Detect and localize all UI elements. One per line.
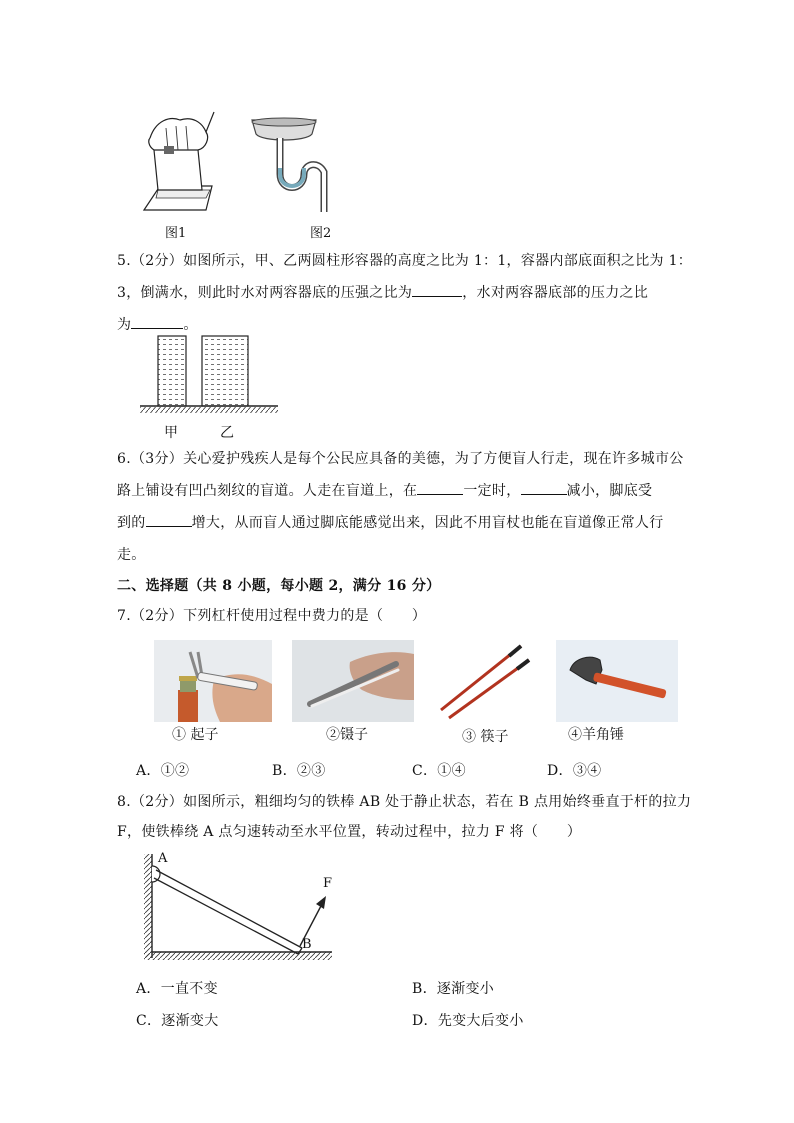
q7-option-a[interactable]: A．①② [136, 763, 190, 779]
q5-line-3 [117, 314, 198, 334]
q5-line-2-text-a: 3，倒满水，则此时水对两容器底的压强之比为 [117, 285, 413, 301]
q7-caption-3: ③ 筷子 [462, 729, 509, 745]
figure-1-cup-card [140, 98, 224, 216]
q8-option-a[interactable]: A．一直不变 [136, 981, 218, 997]
q7-image-tweezers [292, 640, 414, 722]
figure-2-caption: 图2 [310, 226, 332, 241]
q5-line-3-text-a: 为 [117, 317, 132, 333]
figure-1-caption: 图1 [165, 226, 187, 241]
q6-line-3-text-b: 增大，从而盲人通过脚底能感觉出来，因此不用盲杖也能在盲道像正常人行 [191, 515, 664, 531]
q6-blank-2[interactable] [521, 480, 567, 495]
q6-line-3-text-a: 到的 [117, 515, 146, 531]
q7-caption-4: ④羊角锤 [568, 727, 624, 743]
section-2-title: 二、选择题（共 8 小题，每小题 2，满分 16 分） [117, 578, 441, 594]
q8-line-1: 8.（2分）如图所示，粗细均匀的铁棒 AB 处于静止状态，若在 B 点用始终垂直于杆的拉力 [117, 794, 692, 810]
q6-blank-1[interactable] [417, 480, 463, 495]
q6-line-2 [117, 480, 652, 500]
q5-line-2-text-b: ，水对两容器底部的压力之比 [462, 285, 649, 301]
q7-image-chopsticks [435, 640, 535, 722]
q7-option-d[interactable]: D．③④ [547, 763, 602, 779]
q8-label-b: B [302, 937, 312, 952]
q6-line-2-text-c: 减小，脚底受 [566, 483, 653, 499]
q5-label-yi: 乙 [220, 425, 234, 441]
q5-line-1: 5.（2分）如图所示，甲、乙两圆柱形容器的高度之比为 1：1，容器内部底面积之比为 1： [117, 253, 693, 269]
q5-line-3-text-b: 。 [183, 317, 198, 333]
q5-blank-force-ratio[interactable] [131, 314, 183, 329]
q6-line-3 [117, 512, 664, 532]
q6-line-1: 6.（3分）关心爱护残疾人是每个公民应具备的美德，为了方便盲人行走，现在许多城市公 [117, 451, 684, 467]
q5-containers-figure [138, 332, 284, 416]
q5-label-jia: 甲 [164, 425, 178, 441]
q8-label-a: A [158, 851, 168, 866]
q8-option-c[interactable]: C．逐渐变大 [136, 1013, 219, 1029]
q7-image-claw-hammer [556, 640, 678, 722]
q8-option-d[interactable]: D．先变大后变小 [412, 1013, 524, 1029]
q8-line-2: F，使铁棒绕 A 点匀速转动至水平位置，转动过程中，拉力 F 将（ ） [117, 824, 582, 840]
figure-2-sink-trap [246, 114, 336, 214]
q7-option-c[interactable]: C．①④ [412, 763, 466, 779]
q8-label-f: F [323, 876, 333, 891]
q5-blank-pressure-ratio[interactable] [412, 282, 462, 297]
q6-blank-3[interactable] [146, 512, 192, 527]
q6-line-2-text-a: 路上铺设有凹凸刻纹的盲道。人走在盲道上，在 [117, 483, 418, 499]
q5-line-2 [117, 282, 648, 302]
q7-option-b[interactable]: B．②③ [272, 763, 326, 779]
q7-caption-1: ① 起子 [172, 727, 219, 743]
q7-caption-2: ②镊子 [326, 727, 368, 743]
q6-line-2-text-b: 一定时， [463, 483, 521, 499]
q8-option-b[interactable]: B．逐渐变小 [412, 981, 495, 997]
q7-image-bottle-opener [154, 640, 272, 722]
q6-line-4: 走。 [117, 547, 146, 563]
q7-stem: 7.（2分）下列杠杆使用过程中费力的是（ ） [117, 608, 427, 624]
